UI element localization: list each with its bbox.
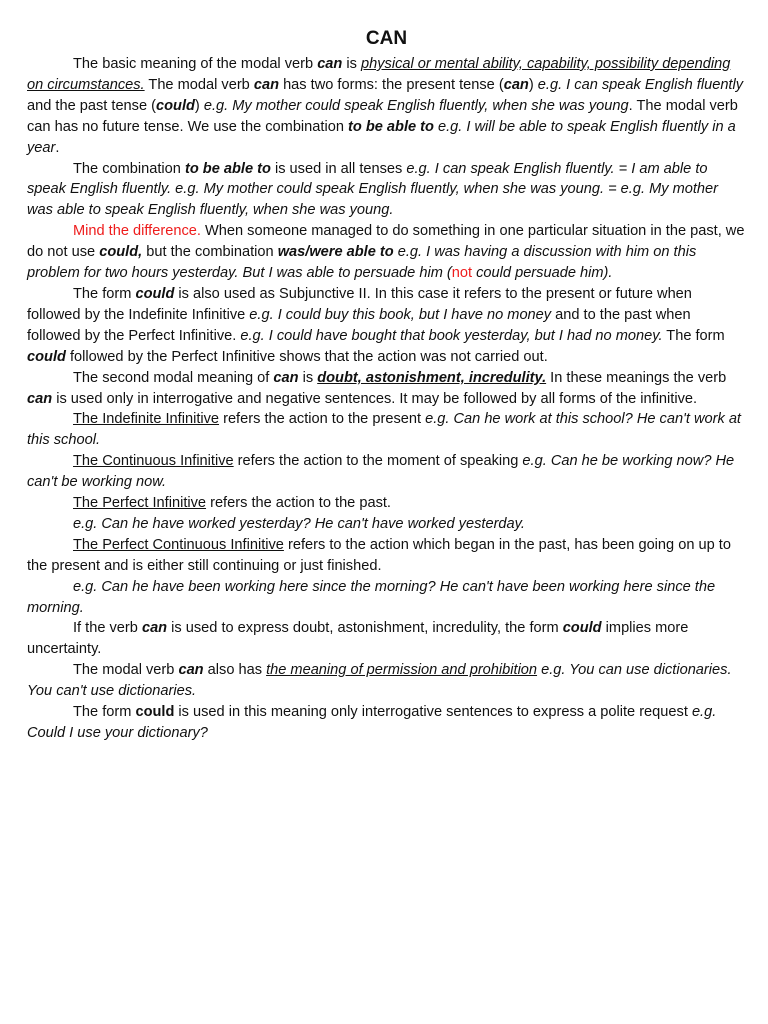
text-run: refers the action to the moment of speaking xyxy=(233,453,523,470)
text-run: . The modal verb can has no future tense. We use the combination xyxy=(27,97,738,135)
text-run: could xyxy=(156,97,195,114)
paragraph xyxy=(27,54,746,159)
text-run: e.g. Can he work at this school? He can't work at this school. xyxy=(27,411,741,449)
text-run: refers the action to the past. xyxy=(206,495,391,512)
text-run: can xyxy=(273,369,299,386)
paragraph xyxy=(27,577,746,619)
text-run: The form xyxy=(662,327,725,344)
paragraph xyxy=(27,368,746,410)
text-run: I will be able to speak English fluently in a year xyxy=(27,118,736,156)
text-run: The modal verb xyxy=(73,662,179,679)
text-run: has two forms: the present tense ( xyxy=(279,76,504,93)
text-run: e.g. Could I use your dictionary? xyxy=(27,704,717,741)
text-run: e.g. I was having a discussion with him on this problem for two hours yesterday. But I was able to persuade him ( xyxy=(27,244,697,282)
text-run: is used in all tenses xyxy=(270,160,407,177)
text-run: not xyxy=(451,265,473,282)
text-run: The modal verb xyxy=(144,76,254,93)
text-run: to be able to xyxy=(348,118,434,135)
text-run: e.g. Can he be working now? He can't be working now. xyxy=(27,453,735,491)
paragraph xyxy=(27,660,746,702)
text-run: The Indefinite Infinitive xyxy=(73,411,220,428)
text-run: can xyxy=(27,390,53,407)
text-run: The Perfect Infinitive xyxy=(73,495,207,512)
paragraph xyxy=(27,514,746,535)
text-run: could xyxy=(135,285,175,302)
text-run: ) xyxy=(528,76,538,93)
text-run: could xyxy=(27,348,66,365)
text-run: The Continuous Infinitive xyxy=(73,453,234,470)
text-run: can xyxy=(141,620,168,637)
paragraph xyxy=(27,284,746,368)
text-run: implies more uncertainty. xyxy=(27,620,689,658)
text-run: is xyxy=(298,369,318,386)
text-run: refers to the action which began in the past, has been going on up to the present and is either still continuing or just finished. xyxy=(27,536,731,574)
text-run: but the combination xyxy=(142,244,278,261)
text-run: and the past tense ( xyxy=(27,97,156,114)
text-run: is xyxy=(342,56,361,72)
paragraph xyxy=(27,702,746,744)
text-run: is used in this meaning only interrogative sentences to express a polite request xyxy=(174,704,692,721)
text-run: . xyxy=(55,139,60,156)
paragraph xyxy=(27,618,746,660)
text-run: ) xyxy=(194,97,204,114)
text-run: Mind the difference. xyxy=(73,223,201,240)
text-run: If the verb xyxy=(73,620,142,637)
text-run: can xyxy=(503,76,529,93)
text-run: In these meanings the verb xyxy=(546,369,727,386)
paragraph xyxy=(27,159,746,222)
text-run: The Perfect Continuous Infinitive xyxy=(73,536,284,553)
paragraph xyxy=(27,493,746,514)
text-run: When someone managed to do something in one particular situation in the past, we do not use xyxy=(27,223,745,261)
text-run: can xyxy=(317,56,343,72)
paragraph xyxy=(27,451,746,493)
text-run: e.g. I could have bought that book yesterday, but I had no money. xyxy=(240,327,663,344)
text-run: is used only in interrogative and negative sentences. It may be followed by all forms of the infinitive. xyxy=(52,390,698,407)
text-run: the meaning of permission and prohibition xyxy=(266,662,538,679)
text-run: can xyxy=(178,662,204,679)
page-title: CAN xyxy=(365,28,408,49)
text-run: is also used as Subjunctive II. In this case it refers to the present or future when followed by the Indefinite Infinitive xyxy=(27,285,692,323)
document-body xyxy=(27,54,746,744)
text-run: e.g. I can speak English fluently. = I am able to speak English fluently. e.g. My mother could speak English fluently, when she was young. = e.g. My mother was able to speak English fluently, when she was young. xyxy=(27,160,718,219)
text-run: is used to express doubt, astonishment, incredulity, the form xyxy=(167,620,563,637)
paragraph xyxy=(27,535,746,577)
text-run: e.g. Can he have been working here since the morning? He can't have been working here since the morning. xyxy=(27,578,716,616)
text-run: e.g. xyxy=(433,118,467,135)
text-run: also has xyxy=(203,662,267,679)
text-run: could persuade him). xyxy=(472,265,613,282)
text-run: e.g. You can use dictionaries. You can't use dictionaries. xyxy=(27,662,732,700)
text-run: The basic meaning of the modal verb xyxy=(73,56,318,72)
text-run: physical or mental ability, capability, possibility depending on circumstances. xyxy=(27,56,731,93)
text-run: can xyxy=(253,76,280,93)
text-run: e.g. I can speak English fluently xyxy=(537,76,744,93)
text-run: refers the action to the present xyxy=(219,411,426,428)
text-run: was/were able to xyxy=(277,244,394,261)
text-run: e.g. I could buy this book, but I have no money xyxy=(249,306,552,323)
text-run: could xyxy=(135,704,175,721)
text-run: followed by the Perfect Infinitive shows that the action was not carried out. xyxy=(65,348,548,365)
text-run: The combination xyxy=(73,160,185,177)
text-run: doubt, astonishment, incredulity. xyxy=(317,369,547,386)
text-run: The form xyxy=(73,704,136,721)
text-run: could xyxy=(562,620,602,637)
text-run: to be able to xyxy=(184,160,271,177)
text-run: e.g. Can he have worked yesterday? He can't have worked yesterday. xyxy=(73,515,525,532)
paragraph xyxy=(27,221,746,284)
text-run: and to the past when followed by the Perfect Infinitive. xyxy=(27,306,691,344)
text-run: The form xyxy=(73,285,136,302)
text-run: e.g. My mother could speak English fluently, when she was young xyxy=(203,97,629,114)
text-run: could, xyxy=(99,244,143,261)
text-run: The second modal meaning of xyxy=(73,369,274,386)
paragraph xyxy=(27,409,746,451)
